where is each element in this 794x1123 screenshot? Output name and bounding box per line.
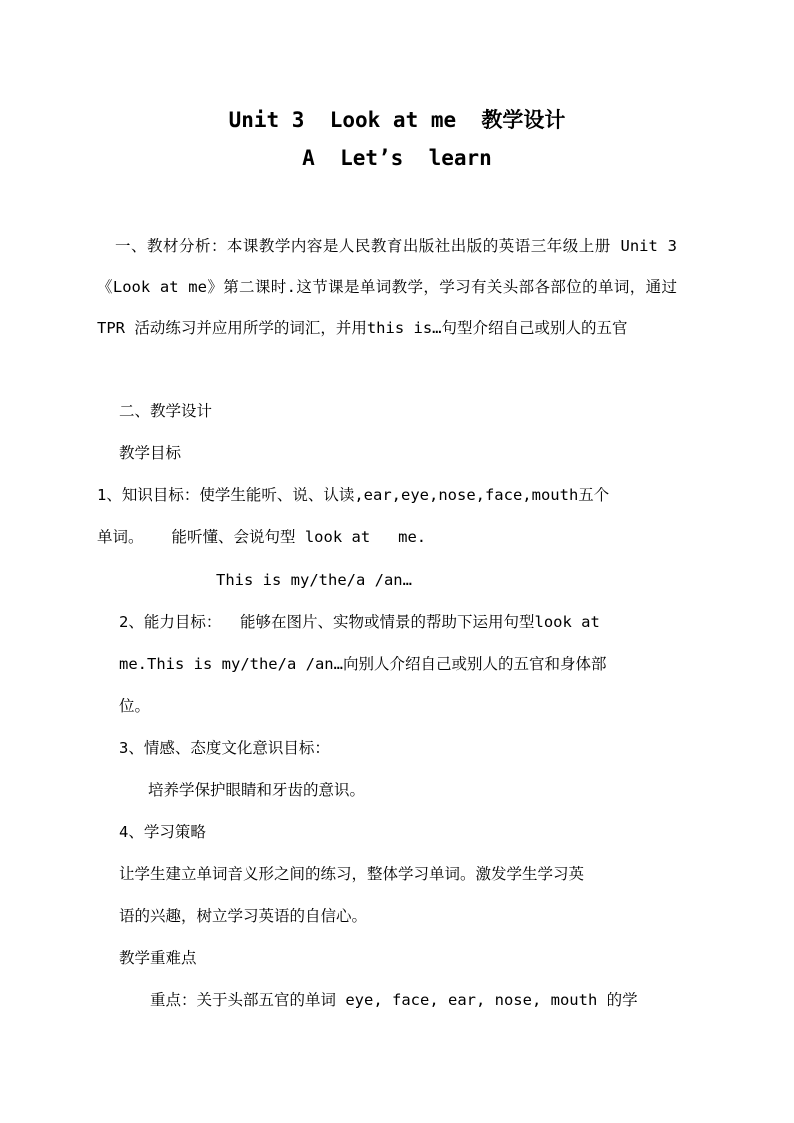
goal4-line2: 让学生建立单词音义形之间的练习，整体学习单词。激发学生学习英 — [119, 865, 585, 883]
document-title: Unit 3 Look at me 教学设计 — [228, 108, 566, 132]
section1-paragraph: 一、教材分析：本课教学内容是人民教育出版社出版的英语三年级上册 Unit 3《Look at me》第二课时.这节课是单词教学，学习有关头部各部位的单词，通过 TPR 活动练习并应用所学的词汇，并用this is…句型介绍自己或别人的五官 — [97, 237, 677, 337]
goal2-line2: me.This is my/the/a /an…向别人介绍自己或别人的五官和身体部 — [119, 655, 607, 673]
key-point: 重点：关于头部五官的单词 eye, face, ear, nose, mouth 的学 — [150, 991, 638, 1009]
goal4-line3: 语的兴趣，树立学习英语的自信心。 — [119, 907, 368, 925]
goal4-line1: 4、学习策略 — [119, 823, 206, 841]
goal1-line1: 1、知识目标：使学生能听、说、认读,ear,eye,nose,face,mouth五个 — [97, 486, 610, 504]
difficulty-heading: 教学重难点 — [119, 949, 197, 967]
goals-heading: 教学目标 — [119, 444, 182, 462]
section2-heading: 二、教学设计 — [119, 402, 213, 420]
goal2-line3: 位。 — [119, 697, 151, 715]
goal1-line2: 单词。 能听懂、会说句型 look at me. — [97, 528, 427, 546]
goal2-line1: 2、能力目标： 能够在图片、实物或情景的帮助下运用句型look at — [119, 613, 600, 631]
goal3-line1: 3、情感、态度文化意识目标： — [119, 739, 330, 757]
goal3-line2: 培养学保护眼睛和牙齿的意识。 — [148, 781, 366, 799]
document-subtitle: A Let’s learn — [302, 146, 492, 170]
goal1-line3: This is my/the/a /an… — [216, 571, 412, 589]
